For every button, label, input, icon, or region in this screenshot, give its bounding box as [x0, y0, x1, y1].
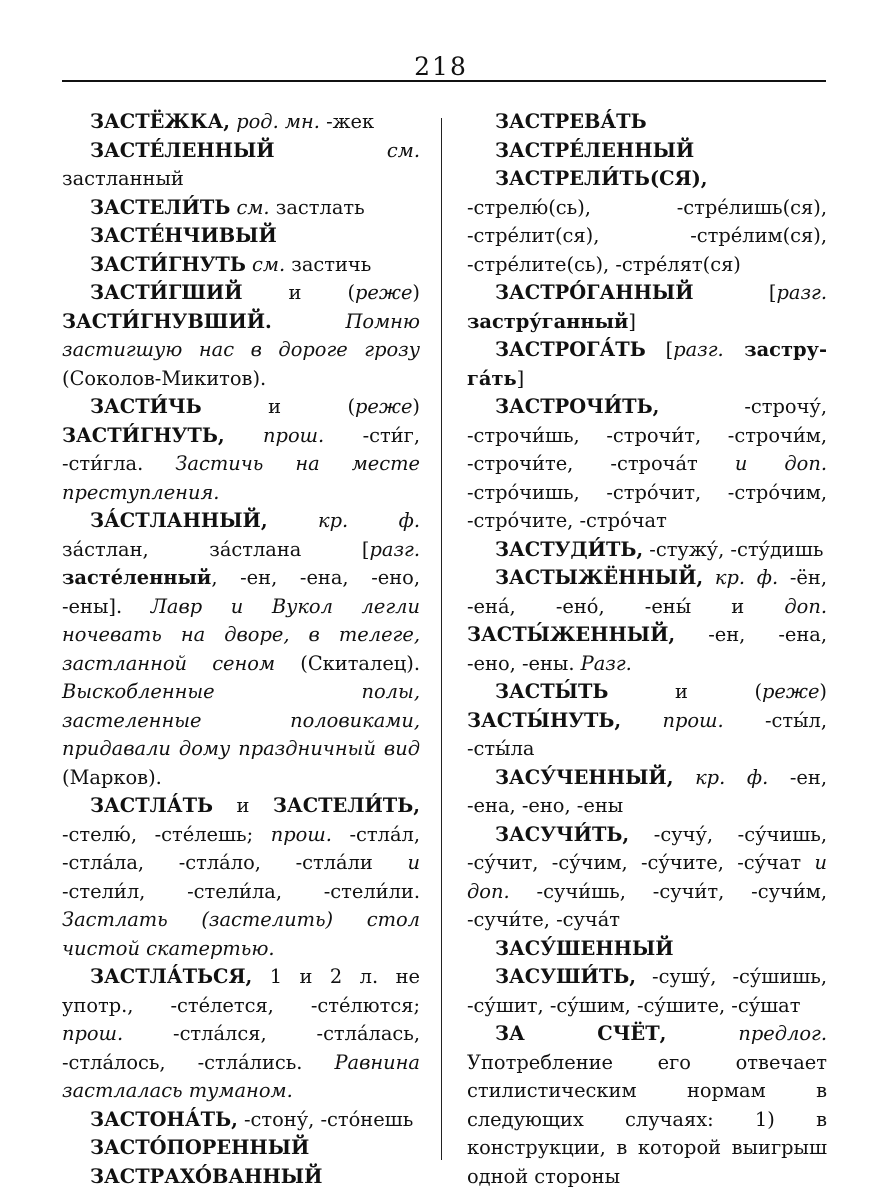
entry-zastich	[62, 393, 420, 507]
usage-label: Разг.	[580, 651, 632, 675]
headword: ЗАСТРЕЛИ́ТЬ(СЯ),	[495, 167, 708, 190]
headword: ЗАСТЛА́ТЬСЯ,	[90, 965, 253, 988]
entry-forms: -стели́л, -стели́ла, -стели́ли.	[62, 879, 420, 903]
entry-zastenchivy	[62, 222, 420, 251]
left-column	[62, 108, 420, 1191]
grammar-note: и доп.	[734, 452, 827, 475]
headword: ЗАСТЁЖКА,	[90, 110, 231, 133]
entry-zastlanny	[62, 507, 420, 792]
usage-label: реже	[762, 680, 820, 703]
usage-label: разг.	[776, 281, 827, 304]
entry-forms: -стро́чишь, -стро́чит, -стро́чим, -стро́чите, -стро́чат	[467, 480, 827, 532]
usage-label: разг.	[369, 537, 420, 561]
entry-zastlatsya	[62, 963, 420, 1106]
connector: и (	[608, 680, 763, 703]
entry-forms: -сушу́, -су́шишь, -су́шит, -су́шим, -су́шите, -су́шат	[467, 965, 827, 1017]
grammar-note: прош.	[662, 708, 724, 732]
entry-zastrelit	[467, 165, 827, 279]
headword: ЗАСТЛА́ТЬ	[90, 794, 214, 817]
headword-variant: ЗАСТЕЛИ́ТЬ,	[272, 794, 420, 817]
entry-zastelit	[62, 194, 420, 223]
headword: ЗАСТРОГА́ТЬ	[495, 338, 646, 361]
see-ref-target: застланный	[62, 167, 184, 190]
see-ref-label: см.	[236, 195, 270, 219]
bracket: ]	[628, 309, 636, 333]
headword: ЗАСТРОЧИ́ТЬ,	[495, 395, 660, 418]
headword: ЗАСТРО́ГАННЫЙ	[495, 281, 694, 304]
headword-variant: застру́ганный	[467, 309, 629, 333]
grammar-note: доп.	[784, 594, 827, 618]
headword: ЗАСУ́ЧЕННЫЙ,	[495, 765, 674, 789]
grammar-note: прош.	[270, 822, 332, 846]
connector: )	[412, 395, 420, 418]
entry-zasuchenny	[467, 764, 827, 821]
headword: ЗАСУШИ́ТЬ,	[495, 965, 637, 988]
headword: ЗА СЧЁТ,	[495, 1022, 667, 1045]
usage-example: Равнина застлалась туманом.	[62, 1050, 420, 1102]
headword: ЗАСТИ́ГШИЙ	[90, 281, 243, 304]
entry-forms: -жек	[319, 110, 375, 133]
usage-example: Выскобленные полы, застеленные половиками, придавали дому праздничный вид	[62, 680, 420, 760]
headword: ЗАСУЧИ́ТЬ,	[495, 822, 630, 846]
entry-forms: -сты́л, -сты́ла	[467, 708, 827, 760]
entry-forms: -строчу́, -строчи́шь, -строчи́т, -строчи́м, -строчи́те, -строча́т	[467, 395, 827, 475]
headword-variant: ЗАСТЫ́НУТЬ,	[467, 708, 622, 732]
grammar-note: кр. ф.	[318, 509, 420, 532]
entry-zasushit	[467, 963, 827, 1020]
entry-forms: -ен, -ена, -ено, -ены.	[467, 623, 827, 675]
grammar-note: кр. ф.	[714, 566, 779, 589]
see-ref-label: см.	[386, 138, 420, 162]
see-ref-target: застичь	[285, 252, 372, 276]
entry-definition: Употребление его отвечает стилистическим нормам в следующих случаях: 1) в конструкции, в которой выигрыш одной стороны	[467, 1050, 827, 1188]
headword: ЗАСТЕ́НЧИВЫЙ	[90, 224, 277, 247]
see-ref-target: застлать	[269, 195, 365, 219]
headword-variant: ЗАСТИ́ГНУТЬ,	[62, 423, 225, 447]
entry-forms: -стелю́, -сте́лешь;	[62, 822, 271, 846]
headword: ЗАСТУДИ́ТЬ,	[495, 537, 644, 561]
grammar-note: предлог.	[738, 1022, 827, 1045]
connector: )	[819, 680, 827, 703]
entry-zastrakhovanny	[62, 1163, 420, 1192]
usage-label: реже	[355, 395, 413, 418]
headword: ЗА́СТЛАННЫЙ,	[90, 509, 268, 532]
entry-forms: -ен, -ена, -ено, -ены	[467, 765, 827, 817]
entry-zastrochit	[467, 393, 827, 536]
entry-zastignut	[62, 251, 420, 280]
entry-zastrogat	[467, 336, 827, 393]
usage-example: Лавр и Вукол легли ночевать на дворе, в телеге, застланной сеном	[62, 594, 420, 675]
headword: ЗАСТЕ́ЛЕННЫЙ	[90, 138, 275, 162]
grammar-note: кр. ф.	[695, 765, 769, 789]
entry-forms: -стону́, -сто́нешь	[237, 1107, 414, 1131]
headword: ЗАСТО́ПОРЕННЫЙ	[90, 1136, 310, 1159]
bracket: [	[645, 338, 674, 361]
grammar-note: прош.	[62, 1022, 124, 1045]
see-ref-label: см.	[252, 252, 286, 276]
usage-label: реже	[355, 281, 413, 304]
headword-variant: заструга́ть	[467, 338, 827, 390]
headword: ЗАСТЫ́ТЬ	[495, 680, 609, 703]
connector: )	[412, 281, 420, 304]
entry-zastlat	[62, 792, 420, 963]
entry-forms: 1 и 2 л. не употр., -сте́лется, -сте́лются;	[62, 965, 420, 1017]
entry-zastoporenny	[62, 1134, 420, 1163]
entry-zasuchit	[467, 821, 827, 935]
entry-forms: -сучу́, -су́чишь, -су́чит, -су́чим, -су́чите, -су́чат	[467, 822, 827, 874]
connector: и	[213, 794, 273, 817]
headword: ЗАСТИ́ГНУТЬ	[90, 252, 246, 276]
headword: ЗАСТЫЖЁННЫЙ,	[495, 566, 704, 589]
header-rule	[62, 80, 826, 82]
entry-forms: -стрелю́(сь), -стре́лишь(ся), -стре́лит(ся), -стре́лим(ся), -стре́лите(сь), -стре́лят(ся)	[467, 195, 827, 276]
connector: и	[407, 851, 420, 874]
page-number: 218	[414, 52, 468, 81]
entry-forms: -стужу́, -сту́дишь	[643, 537, 824, 561]
headword: ЗАСТРАХО́ВАННЫЙ	[90, 1164, 323, 1188]
entry-forms: -сучи́шь, -сучи́т, -сучи́м, -сучи́те, -суча́т	[467, 879, 827, 931]
bracket: [	[693, 281, 777, 304]
usage-example: Застичь на месте преступления.	[62, 452, 420, 504]
column-divider	[441, 118, 442, 1160]
headword: ЗАСТИ́ЧЬ	[90, 395, 202, 418]
entry-za-schyot	[467, 1020, 827, 1191]
right-column	[467, 108, 827, 1191]
example-source: (Соколов-Микитов).	[62, 366, 267, 390]
entry-zastelenny	[62, 137, 420, 194]
grammar-note: и доп.	[467, 851, 827, 903]
entry-zastyozhka	[62, 108, 420, 137]
entry-zastyt	[467, 678, 827, 764]
entry-zastyzhenny	[467, 564, 827, 678]
usage-example: Помню застигшую нас в дороге грозу	[62, 309, 420, 361]
headword: ЗАСУ́ШЕННЫЙ	[495, 936, 674, 960]
entry-forms: -сти́г, -сти́гла.	[62, 423, 420, 475]
entry-zastrevat	[467, 108, 827, 137]
entry-zasushenny	[467, 935, 827, 964]
example-source: (Скиталец).	[275, 651, 420, 675]
headword-variant: ЗАСТИ́ГНУВШИЙ.	[62, 309, 272, 333]
usage-example: Застлать (застелить) стол чистой скатертью.	[62, 908, 420, 960]
entry-forms: за́стлан, за́стлана [	[62, 537, 370, 561]
headword: ЗАСТРЕВА́ТЬ	[495, 110, 647, 133]
headword: ЗАСТРЕ́ЛЕННЫЙ	[495, 138, 695, 162]
usage-label: разг.	[673, 338, 724, 361]
entry-zastudit	[467, 536, 827, 565]
entry-zastigshy	[62, 279, 420, 393]
entry-forms: , -ен, -ена, -ено, -ены].	[62, 566, 420, 618]
headword: ЗАСТОНА́ТЬ,	[90, 1107, 238, 1131]
entry-zastonat	[62, 1106, 420, 1135]
example-source: (Марков).	[62, 765, 162, 789]
entry-forms: -стла́л, -стла́ла, -стла́ло, -стла́ли	[62, 822, 420, 874]
entry-forms: -ён, -ена́, -ено́, -ены́ и	[467, 566, 827, 618]
headword-variant: засте́ленный	[62, 566, 212, 589]
grammar-note: прош.	[263, 423, 325, 447]
entry-forms: -стла́лся, -стла́лась, -стла́лось, -стла́лись.	[62, 1022, 420, 1074]
bracket: ]	[516, 366, 525, 390]
connector: и (	[242, 281, 356, 304]
connector: и (	[201, 395, 356, 418]
headword-variant: ЗАСТЫ́ЖЕННЫЙ,	[467, 623, 676, 646]
headword: ЗАСТЕЛИ́ТЬ	[90, 195, 231, 219]
grammar-note: род. мн.	[236, 110, 320, 133]
entry-zastrelenny	[467, 137, 827, 166]
entry-zastrogannyy	[467, 279, 827, 336]
